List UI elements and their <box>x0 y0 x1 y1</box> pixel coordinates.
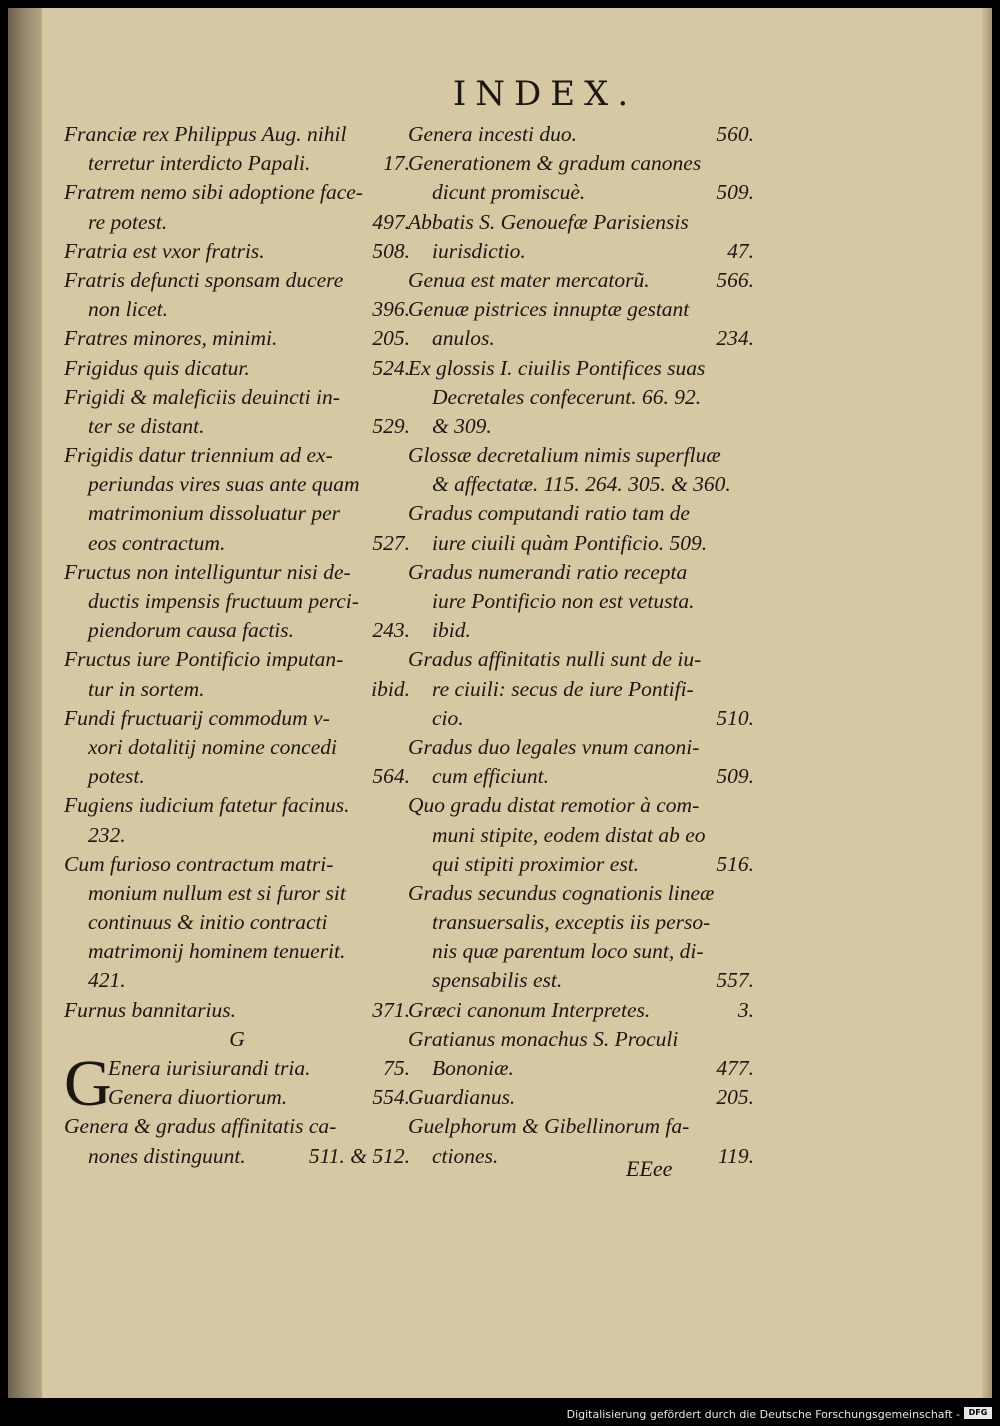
page-title: INDEX. <box>452 74 638 114</box>
entry-line <box>408 120 754 149</box>
entry-line <box>408 996 754 1025</box>
index-entry <box>64 354 410 383</box>
entry-text: Genera & gradus affinitatis ca- <box>64 1114 337 1139</box>
entry-text: Frigidi & maleficiis deuincti in- <box>64 384 340 409</box>
entry-line <box>408 850 754 879</box>
index-entry <box>64 850 410 996</box>
entry-text: Enera iurisiurandi tria. <box>108 1056 311 1080</box>
index-entry <box>408 879 754 996</box>
entry-line <box>64 733 410 762</box>
index-entry <box>408 266 754 295</box>
page-reference: ibid. <box>371 676 410 701</box>
entry-text: Fructus non intelliguntur nisi de- <box>64 559 351 584</box>
entry-line <box>408 208 754 237</box>
entry-text: Franciæ rex Philippus Aug. nihil <box>64 122 347 146</box>
entry-text: Guardianus. <box>408 1085 516 1110</box>
section-letter: G <box>229 1026 245 1051</box>
entry-text: matrimonij hominem tenuerit. <box>88 939 346 964</box>
entry-line <box>408 237 754 266</box>
page-reference: 554. <box>372 1085 410 1110</box>
entry-line <box>64 383 410 412</box>
page-reference: 527. <box>372 530 410 555</box>
index-entry <box>408 1112 754 1170</box>
index-entry <box>408 499 754 557</box>
index-entry <box>64 791 410 849</box>
entry-line <box>64 937 410 966</box>
index-entry <box>408 354 754 442</box>
entry-text: iurisdictio. <box>432 238 526 263</box>
footer-bar <box>0 1398 1000 1426</box>
entry-line <box>408 733 754 762</box>
entry-text: monium nullum est si furor sit <box>88 880 346 905</box>
entry-line <box>408 1025 754 1054</box>
index-entry <box>64 266 410 324</box>
entry-line <box>64 120 410 149</box>
entry-text: Gradus numerandi ratio recepta <box>408 559 688 584</box>
entry-line <box>408 499 754 528</box>
entry-line <box>408 354 754 383</box>
entry-text: matrimonium dissoluatur per <box>88 501 341 526</box>
entry-line <box>64 616 410 645</box>
entry-text: Bononiæ. <box>432 1056 514 1080</box>
entry-line <box>408 587 754 616</box>
entry-line <box>64 266 410 295</box>
page-reference: 497. <box>372 209 410 234</box>
entry-line <box>408 1054 754 1083</box>
entry-text: Græci canonum Interpretes. <box>408 997 651 1022</box>
entry-line <box>408 558 754 587</box>
entry-line <box>408 937 754 966</box>
entry-line <box>64 821 410 850</box>
entry-text: Cum furioso contractum matri- <box>64 851 334 876</box>
entry-line <box>408 529 754 558</box>
page-reference: 396. <box>372 297 410 322</box>
entry-text: eos contractum. <box>88 530 226 555</box>
entry-text: Fratris defuncti sponsam ducere <box>64 267 344 292</box>
dropcap-entry <box>64 1047 410 1120</box>
entry-text: Decretales confecerunt. 66. 92. <box>432 384 702 409</box>
entry-line <box>408 879 754 908</box>
index-entry <box>64 178 410 236</box>
entry-line <box>64 354 410 383</box>
entry-text: tur in sortem. <box>88 676 205 701</box>
entry-line <box>64 558 410 587</box>
index-entry <box>64 120 410 178</box>
entry-text: & affectatæ. 115. 264. 305. & 360. <box>432 472 731 497</box>
page-reference: 516. <box>716 851 754 876</box>
entry-line <box>408 266 754 295</box>
entry-text: spensabilis est. <box>432 968 563 993</box>
entry-text: terretur interdicto Papali. <box>88 151 311 176</box>
entry-line <box>108 1083 410 1112</box>
page-reference: 560. <box>716 122 754 146</box>
index-entry <box>408 1025 754 1083</box>
index-entry <box>408 1083 754 1112</box>
entry-text: Genua est mater mercatorũ. <box>408 267 650 292</box>
entry-line <box>64 1112 410 1141</box>
page-reference: 47. <box>727 238 754 263</box>
entry-line <box>64 178 410 207</box>
entry-text: Glossæ decretalium nimis superfluæ <box>408 443 721 468</box>
entry-line <box>64 499 410 528</box>
page-reference: 205. <box>372 326 410 351</box>
entry-line <box>64 441 410 470</box>
entry-text: transuersalis, exceptis iis perso- <box>432 910 711 935</box>
entry-line <box>64 704 410 733</box>
entry-text: nis quæ parentum loco sunt, di- <box>432 939 704 964</box>
entry-text: dicunt promiscuè. <box>432 180 586 205</box>
entry-line <box>64 762 410 791</box>
entry-text: Abbatis S. Genouefæ Parisiensis <box>408 209 689 234</box>
page-reference: 509. <box>716 764 754 789</box>
entry-text: 421. <box>88 968 126 993</box>
index-entry <box>64 441 410 558</box>
entry-line <box>408 1112 754 1141</box>
entry-text: Genuæ pistrices innuptæ gestant <box>408 297 690 322</box>
entry-text: Gratianus monachus S. Proculi <box>408 1026 679 1051</box>
book-spine-shadow <box>8 8 42 1398</box>
index-entry <box>408 295 754 353</box>
entry-text: piendorum causa factis. <box>88 618 295 643</box>
index-entry <box>64 324 410 353</box>
entry-text: Fundi fructuarij commodum v- <box>64 705 330 730</box>
page-reference: 371. <box>372 997 410 1022</box>
page-reference: 524. <box>372 355 410 380</box>
entry-line <box>64 324 410 353</box>
page-reference: 510. <box>716 705 754 730</box>
page-reference: 511. & 512. <box>308 1143 410 1168</box>
page-reference: 508. <box>372 238 410 263</box>
entry-text: Ex glossis I. ciuilis Pontifices suas <box>408 355 706 380</box>
entry-text: Furnus bannitarius. <box>64 997 237 1022</box>
entry-text: Fugiens iudicium fatetur facinus. <box>64 793 350 818</box>
page-reference: 17. <box>383 151 410 176</box>
entry-line <box>408 762 754 791</box>
page-reference: 566. <box>716 267 754 292</box>
entry-line <box>408 295 754 324</box>
entry-text: Gradus affinitatis nulli sunt de iu- <box>408 647 702 672</box>
entry-line <box>64 645 410 674</box>
entry-line <box>408 616 754 645</box>
page-reference: 557. <box>716 968 754 993</box>
index-entry <box>64 1112 410 1170</box>
index-entry <box>64 383 410 441</box>
entry-text: Fratres minores, minimi. <box>64 326 278 351</box>
entry-text: Guelphorum & Gibellinorum fa- <box>408 1114 690 1139</box>
index-entry <box>408 996 754 1025</box>
entry-line <box>108 1054 410 1083</box>
entry-line <box>408 441 754 470</box>
entry-line <box>408 1083 754 1112</box>
entry-text: Frigidus quis dicatur. <box>64 355 250 380</box>
page-reference: 234. <box>716 326 754 351</box>
entry-text: Generationem & gradum canones <box>408 151 702 176</box>
entry-text: ibid. <box>432 618 471 643</box>
entry-line <box>64 1142 410 1171</box>
entry-text: muni stipite, eodem distat ab eo <box>432 822 706 847</box>
page-edge <box>982 8 992 1398</box>
index-entry <box>408 733 754 791</box>
entry-text: 232. <box>88 822 126 847</box>
index-entry <box>408 441 754 499</box>
entry-text: iure ciuili quàm Pontificio. 509. <box>432 530 708 555</box>
entry-line <box>408 412 754 441</box>
index-entry <box>64 704 410 792</box>
entry-text: potest. <box>88 764 145 789</box>
dropcap-letter: G <box>64 1047 112 1120</box>
entry-line <box>64 966 410 995</box>
entry-text: Fructus iure Pontificio imputan- <box>64 647 344 672</box>
entry-text: ctiones. <box>432 1143 499 1168</box>
index-entry <box>64 996 410 1025</box>
index-entry <box>408 791 754 879</box>
entry-line <box>408 908 754 937</box>
page-reference: 564. <box>372 764 410 789</box>
entry-line <box>408 645 754 674</box>
index-entry <box>408 149 754 207</box>
page-reference: 529. <box>372 413 410 438</box>
entry-line <box>64 295 410 324</box>
page-reference: 205. <box>716 1085 754 1110</box>
entry-text: Fratrem nemo sibi adoptione face- <box>64 180 363 205</box>
entry-text: Genera diuortiorum. <box>108 1085 288 1110</box>
entry-text: anulos. <box>432 326 495 351</box>
index-entry <box>64 237 410 266</box>
entry-text: Frigidis datur triennium ad ex- <box>64 443 333 468</box>
entry-line <box>64 237 410 266</box>
entry-line <box>64 412 410 441</box>
entry-line <box>64 470 410 499</box>
entry-line <box>64 675 410 704</box>
left-entries <box>64 120 410 1025</box>
entry-text: continuus & initio contracti <box>88 910 328 935</box>
entry-line <box>408 324 754 353</box>
page-reference: 75. <box>383 1056 410 1080</box>
entry-text: cio. <box>432 705 464 730</box>
entry-line <box>408 178 754 207</box>
index-column-right <box>408 120 754 1171</box>
entry-text: qui stipiti proximior est. <box>432 851 640 876</box>
index-entry <box>408 645 754 733</box>
index-entry <box>408 208 754 266</box>
entry-line <box>64 908 410 937</box>
entry-line <box>408 1142 754 1171</box>
scanned-page <box>8 8 992 1398</box>
catchword: EEee <box>626 1156 673 1181</box>
entry-line <box>408 791 754 820</box>
entry-text: Genera incesti duo. <box>408 122 577 146</box>
entry-line <box>64 529 410 558</box>
digitization-credit: Digitalisierung gefördert durch die Deutsche Forschungsgemeinschaft - <box>566 1408 960 1421</box>
page-reference: 509. <box>716 180 754 205</box>
entry-line <box>408 704 754 733</box>
entry-line <box>64 879 410 908</box>
dfg-logo-icon: DFG <box>964 1407 992 1419</box>
entry-line <box>64 850 410 879</box>
index-column-left <box>64 120 410 1171</box>
entry-text: periundas vires suas ante quam <box>88 472 360 497</box>
entry-text: Gradus secundus cognationis lineæ <box>408 880 715 905</box>
entry-text: ductis impensis fructuum perci- <box>88 589 359 613</box>
index-entry <box>408 120 754 149</box>
index-entry <box>408 558 754 646</box>
entry-line <box>408 470 754 499</box>
entry-text: Gradus computandi ratio tam de <box>408 501 690 526</box>
index-entry <box>64 645 410 703</box>
entry-line <box>64 791 410 820</box>
page-reference: 3. <box>737 997 754 1022</box>
entry-text: re ciuili: secus de iure Pontifi- <box>432 676 694 701</box>
dropcap-lines <box>108 1054 410 1112</box>
entry-line <box>408 149 754 178</box>
entry-text: xori dotalitij nomine concedi <box>88 734 337 759</box>
right-entries <box>408 120 754 1171</box>
entry-text: nones distinguunt. <box>88 1143 246 1168</box>
entry-text: Fratria est vxor fratris. <box>64 238 265 263</box>
page-reference: 243. <box>372 618 410 643</box>
entry-line <box>64 208 410 237</box>
page-reference: 477. <box>716 1056 754 1080</box>
entry-text: Quo gradu distat remotior à com- <box>408 793 700 818</box>
entry-line <box>408 383 754 412</box>
entry-line <box>64 996 410 1025</box>
entry-text: iure Pontificio non est vetusta. <box>432 589 695 613</box>
entry-text: ter se distant. <box>88 413 205 438</box>
entry-text: re potest. <box>88 209 168 234</box>
entry-line <box>408 675 754 704</box>
index-entry <box>64 558 410 646</box>
entry-text: non licet. <box>88 297 169 322</box>
entry-line <box>408 966 754 995</box>
entry-line <box>64 149 410 178</box>
entry-line <box>408 821 754 850</box>
left-after-entries <box>64 1112 410 1170</box>
entry-text: Gradus duo legales vnum canoni- <box>408 734 700 759</box>
entry-text: & 309. <box>432 413 492 438</box>
page-reference: 119. <box>717 1143 754 1168</box>
entry-line <box>64 587 410 616</box>
entry-text: cum efficiunt. <box>432 764 550 789</box>
